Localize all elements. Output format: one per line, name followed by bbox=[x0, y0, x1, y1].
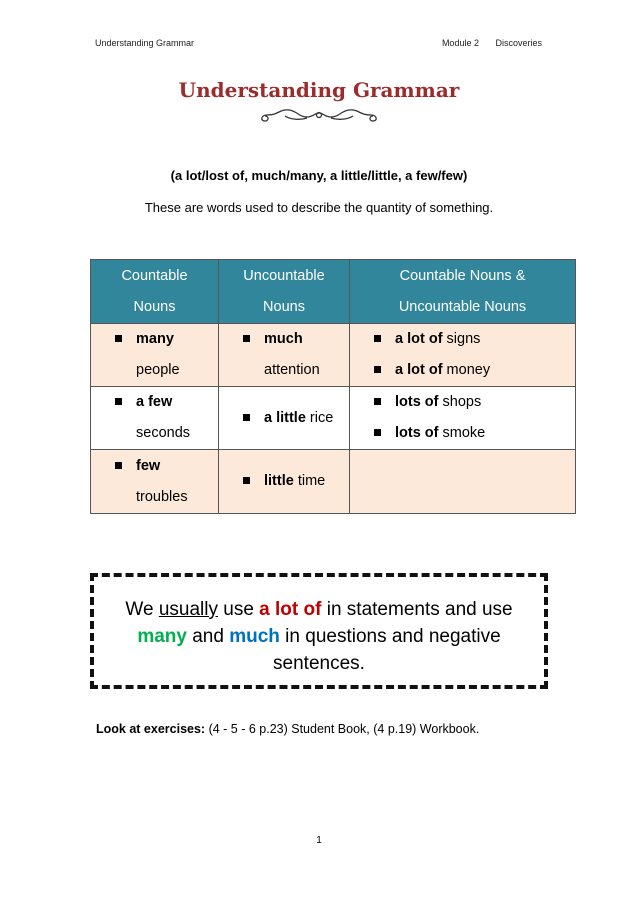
usage-note-box bbox=[90, 573, 548, 689]
page-number: 1 bbox=[316, 835, 322, 846]
cell-countable: few troubles bbox=[91, 450, 219, 514]
note-line-3: sentences. bbox=[273, 653, 365, 674]
list-item: lots of shops bbox=[372, 387, 575, 418]
cell-uncountable bbox=[219, 450, 350, 514]
list-item: a little rice bbox=[241, 403, 349, 434]
header-module-info bbox=[428, 38, 542, 48]
exercises-reference bbox=[96, 722, 479, 736]
keyword-many: many bbox=[137, 626, 187, 647]
quantifier-table bbox=[90, 259, 576, 514]
subtitle: (a lot/lost of, much/many, a little/little, a few/few) bbox=[170, 168, 468, 183]
list-item: a lot of signs bbox=[372, 324, 575, 355]
page-title: Understanding Grammar bbox=[178, 78, 460, 102]
intro-text: These are words used to describe the quantity of something. bbox=[144, 200, 494, 215]
list-item: a few bbox=[113, 387, 218, 418]
cell-both bbox=[350, 387, 576, 450]
list-item: a lot of money bbox=[372, 355, 575, 386]
exercises-label: Look at exercises: bbox=[96, 722, 206, 736]
header-both: Countable Nouns & Uncountable Nouns bbox=[350, 260, 576, 324]
list-item: lots of smoke bbox=[372, 418, 575, 449]
keyword-a-lot-of: a lot of bbox=[259, 599, 322, 620]
list-item: few bbox=[113, 451, 218, 482]
table-header-row bbox=[91, 260, 576, 324]
header-unit: Discoveries bbox=[495, 38, 542, 48]
cell-uncountable: much attention bbox=[219, 324, 350, 387]
list-item: much bbox=[241, 324, 349, 355]
cell-countable: many people bbox=[91, 324, 219, 387]
list-item: many bbox=[113, 324, 218, 355]
header-countable: Countable Nouns bbox=[91, 260, 219, 324]
exercises-text: (4 - 5 - 6 p.23) Student Book, (4 p.19) Workbook. bbox=[205, 722, 480, 736]
table-row bbox=[91, 387, 576, 450]
cell-both-empty bbox=[350, 450, 576, 514]
keyword-much: much bbox=[229, 626, 280, 647]
cell-countable: a few seconds bbox=[91, 387, 219, 450]
cell-uncountable bbox=[219, 387, 350, 450]
header-module: Module 2 bbox=[441, 38, 479, 48]
note-line-1: We usually use a lot of in statements and use bbox=[125, 599, 513, 620]
header-doc-title: Understanding Grammar bbox=[95, 38, 195, 48]
note-line-2: many and much in questions and negative bbox=[137, 626, 501, 647]
cell-both bbox=[350, 324, 576, 387]
table-row bbox=[91, 450, 576, 514]
header-uncountable: Uncountable Nouns bbox=[219, 260, 350, 324]
table-row bbox=[91, 324, 576, 387]
flourish-ornament-icon bbox=[257, 106, 381, 124]
list-item: little time bbox=[241, 466, 349, 497]
